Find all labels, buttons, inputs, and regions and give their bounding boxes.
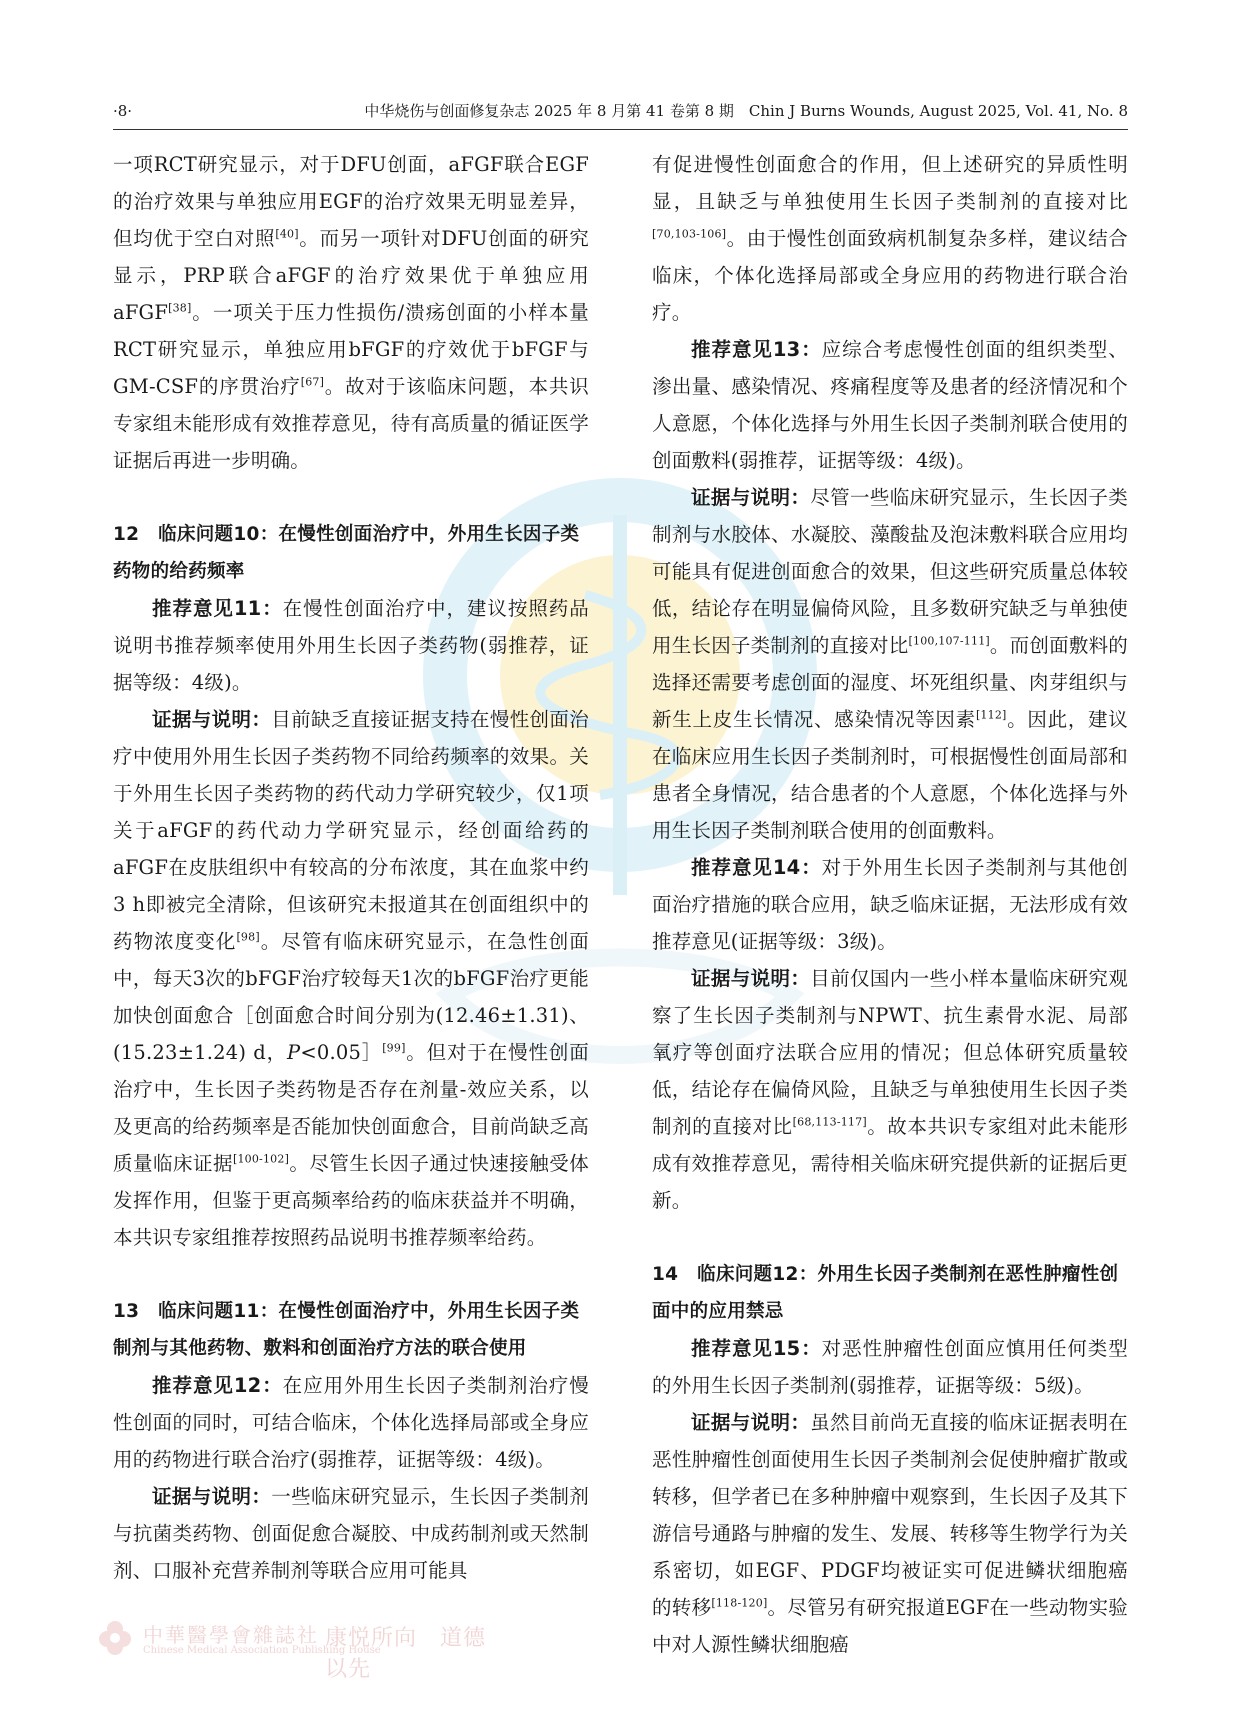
page-number: ·8· — [113, 102, 133, 120]
paragraph: 一项RCT研究显示，对于DFU创面，aFGF联合EGF的治疗效果与单独应用EGF的治疗效果无明显差异，但均优于空白对照[40]。而另一项针对DFU创面的研究显示，PRP联合aFGF的治疗效果优于单独应用aFGF[38]。一项关于压力性损伤/溃疡创面的小样本量RCT研究显示，单独应用bFGF的疗效优于bFGF与GM-CSF的序贯治疗[67]。故对于该临床问题，本共识专家组未能形成有效推荐意见，待有高质量的循证医学证据后再进一步明确。 — [113, 153, 589, 472]
publisher-flower-icon — [95, 1617, 135, 1657]
evidence-13: 证据与说明：尽管一些临床研究显示，生长因子类制剂与水胶体、水凝胶、藻酸盐及泡沫敷料联合应用均可能具有促进创面愈合的效果，但这些研究质量总体较低，结论存在明显偏倚风险，且多数研究缺乏与单独使用生长因子类制剂的直接对比[100,107-111]。而创面敷料的选择还需要考虑创面的湿度、坏死组织量、肉芽组织与新生上皮生长情况、感染情况等因素[112]。因此，建议在临床应用生长因子类制剂时，可根据慢性创面局部和患者全身情况，结合患者的个人意愿，个体化选择与外用生长因子类制剂联合使用的创面敷料。 — [652, 486, 1129, 842]
left-column — [113, 146, 589, 1589]
evidence-14: 证据与说明：目前仅国内一些小样本量临床研究观察了生长因子类制剂与NPWT、抗生素骨水泥、局部氧疗等创面疗法联合应用的情况；但总体研究质量较低，结论存在偏倚风险，且缺乏与单独使用生长因子类制剂的直接对比[68,113-117]。故本共识专家组对此未能形成有效推荐意见，需待相关临床研究提供新的证据后更新。 — [652, 967, 1129, 1212]
evidence-15: 证据与说明：虽然目前尚无直接的临床证据表明在恶性肿瘤性创面使用生长因子类制剂会促使肿瘤扩散或转移，但学者已在多种肿瘤中观察到，生长因子及其下游信号通路与肿瘤的发生、发展、转移等生物学行为关系密切，如EGF、PDGF均被证实可促进鳞状细胞癌的转移[118-120]。尽管另有研究报道EGF在一些动物实验中对人源性鳞状细胞癌 — [652, 1411, 1129, 1656]
recommendation-12: 推荐意见12：在应用外用生长因子类制剂治疗慢性创面的同时，可结合临床，个体化选择局部或全身应用的药物进行联合治疗(弱推荐，证据等级：4级)。 — [113, 1374, 589, 1471]
publisher-name-cn: 中華醫學會雜誌社 — [143, 1623, 319, 1647]
recommendation-13: 推荐意见13：应综合考虑慢性创面的组织类型、渗出量、感染情况、疼痛程度等及患者的经济情况和个人意愿，个体化选择与外用生长因子类制剂联合使用的创面敷料(弱推荐，证据等级：4级)。 — [652, 338, 1128, 472]
running-header — [113, 97, 1128, 130]
recommendation-11: 推荐意见11：在慢性创面治疗中，建议按照药品说明书推荐频率使用外用生长因子类药物(弱推荐，证据等级：4级)。 — [113, 597, 589, 694]
publisher-footer — [95, 1615, 495, 1682]
recommendation-15: 推荐意见15：对恶性肿瘤性创面应慎用任何类型的外用生长因子类制剂(弱推荐，证据等级：5级)。 — [652, 1337, 1128, 1397]
section-heading-13: 13 临床问题11：在慢性创面治疗中，外用生长因子类制剂与其他药物、敷料和创面治疗方法的联合使用 — [113, 1301, 580, 1359]
evidence-11: 证据与说明：目前缺乏直接证据支持在慢性创面治疗中使用外用生长因子类药物不同给药频率的效果。关于外用生长因子类药物的药代动力学研究较少，仅1项关于aFGF的药代动力学研究显示，经创面给药的aFGF在皮肤组织中有较高的分布浓度，其在血浆中约3 h即被完全清除，但该研究未报道其在创面组织中的药物浓度变化[98]。尽管有临床研究显示，在急性创面中，每天3次的bFGF治疗较每天1次的bFGF治疗更能加快创面愈合［创面愈合时间分别为(12.46±1.31)、(15.23±1.24) d，P<0.05］[99]。但对于在慢性创面治疗中，生长因子类药物是否存在剂量-效应关系，以及更高的给药频率是否能加快创面愈合，目前尚缺乏高质量临床证据[100-102]。尽管生长因子通过快速接触受体发挥作用，但鉴于更高频率给药的临床获益并不明确，本共识专家组推荐按照药品说明书推荐频率给药。 — [113, 708, 590, 1249]
paragraph: 有促进慢性创面愈合的作用，但上述研究的异质性明显，且缺乏与单独使用生长因子类制剂的直接对比[70,103-106]。由于慢性创面致病机制复杂多样，建议结合临床，个体化选择局部或全身应用的药物进行联合治疗。 — [652, 153, 1128, 324]
section-heading-12: 12 临床问题10：在慢性创面治疗中，外用生长因子类药物的给药频率 — [113, 524, 580, 582]
section-heading-14: 14 临床问题12：外用生长因子类制剂在恶性肿瘤性创面中的应用禁忌 — [652, 1264, 1119, 1322]
recommendation-14: 推荐意见14：对于外用生长因子类制剂与其他创面治疗措施的联合应用，缺乏临床证据，无法形成有效推荐意见(证据等级：3级)。 — [652, 856, 1128, 953]
evidence-12: 证据与说明：一些临床研究显示，生长因子类制剂与抗菌类药物、创面促愈合凝胶、中成药制剂或天然制剂、口服补充营养制剂等联合应用可能具 — [113, 1485, 590, 1582]
publisher-slogan: 康悦所向 道德以先 — [325, 1626, 487, 1682]
right-column — [652, 146, 1128, 1663]
journal-citation: 中华烧伤与创面修复杂志 2025 年 8 月第 41 卷第 8 期 Chin J Burns Wounds, August 2025, Vol. 41, No. 8 — [364, 102, 1128, 120]
publisher-name-en: Chinese Medical Association Publishing House — [143, 1645, 381, 1656]
